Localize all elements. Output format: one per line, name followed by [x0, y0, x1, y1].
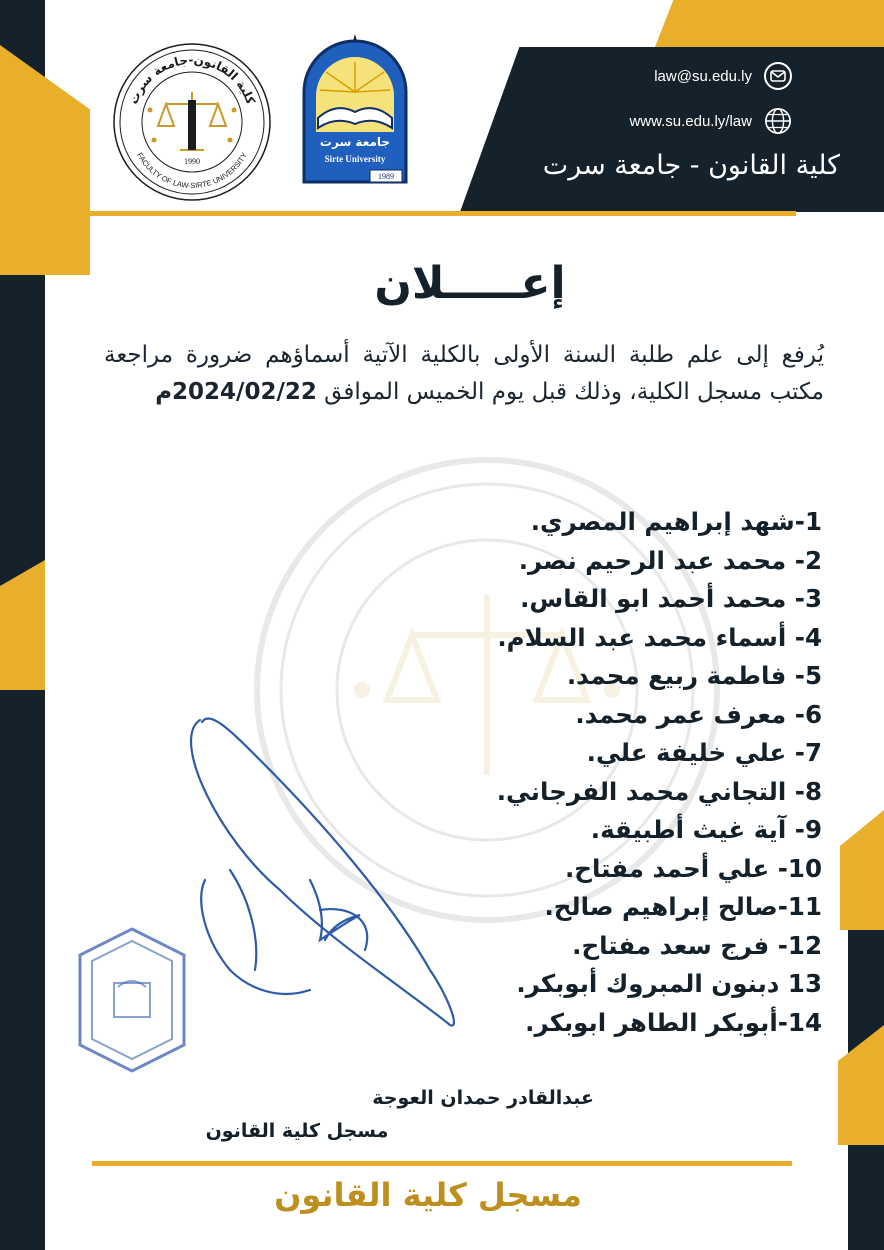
faculty-logo-arabic: كلية القانون-جامعة سرت [126, 52, 258, 107]
student-list-item: 11-صالح إبراهيم صالح. [544, 892, 822, 921]
registrar-title: مسجل كلية القانون [205, 1120, 389, 1142]
student-list-item: 14-أبوبكر الطاهر ابوبكر. [525, 1007, 822, 1037]
header-title: كلية القانون - جامعة سرت [542, 150, 840, 181]
student-list-item: 7- علي خليفة علي. [586, 738, 822, 767]
student-list-item: 6- معرف عمر محمد. [575, 699, 822, 729]
globe-icon [764, 107, 792, 135]
handwritten-signature [160, 700, 490, 1040]
student-list-item: 1-شهد إبراهيم المصري. [530, 507, 822, 536]
top-right-gold-accent [655, 0, 884, 47]
website-text[interactable]: www.su.edu.ly/law [629, 112, 752, 130]
website-row[interactable] [629, 107, 792, 135]
right-gold-accent-upper [840, 810, 884, 930]
university-logo-arabic: جامعة سرت [319, 135, 391, 149]
student-list-item: 3- محمد أحمد ابو القاس. [520, 584, 822, 613]
student-list-item: 5- فاطمة ربيع محمد. [566, 661, 822, 690]
faculty-logo-year: 1990 [184, 157, 200, 166]
footer-divider [92, 1161, 792, 1166]
footer-title: مسجل كلية القانون [274, 1176, 582, 1214]
faculty-of-law-logo [110, 40, 275, 205]
student-list-item: 8- التجاني محمد الفرجاني. [496, 776, 822, 806]
student-list-item: 12- فرج سعد مفتاح. [572, 930, 822, 960]
student-list-item: 4- أسماء محمد عبد السلام. [497, 622, 822, 652]
email-text[interactable]: law@su.edu.ly [654, 67, 752, 85]
faculty-logo-english: FACULTY OF LAW-SIRTE UNIVERSITY [135, 151, 249, 191]
email-row[interactable] [654, 62, 792, 90]
university-logo-english: Sirte University [324, 154, 386, 164]
university-logo-year: 1989 [378, 172, 394, 181]
sirte-university-logo [296, 32, 414, 194]
student-list-item: 9- آية غيث أطبيقة. [590, 815, 822, 844]
student-list-item: 2- محمد عبد الرحيم نصر. [518, 545, 822, 575]
header-divider [88, 211, 796, 216]
announcement-title: إعـــــلان [374, 258, 566, 309]
intro-text: يُرفع إلى علم طلبة السنة الأولى بالكلية الآتية أسماؤهم ضرورة مراجعة مكتب مسجل الكلية، وذلك قبل يوم الخميس الموافق [104, 342, 824, 406]
announcement-intro [104, 337, 824, 412]
student-list-item: 13 دبنون المبروك أبوبكر. [516, 969, 822, 998]
mail-icon [764, 62, 792, 90]
left-gold-accent-top [0, 45, 90, 275]
student-list-item: 10- علي أحمد مفتاح. [565, 853, 822, 883]
registrar-name: عبدالقادر حمدان العوجة [372, 1087, 594, 1109]
right-gold-accent-lower [838, 1025, 884, 1145]
deadline-date: 2024/02/22م [155, 379, 317, 406]
